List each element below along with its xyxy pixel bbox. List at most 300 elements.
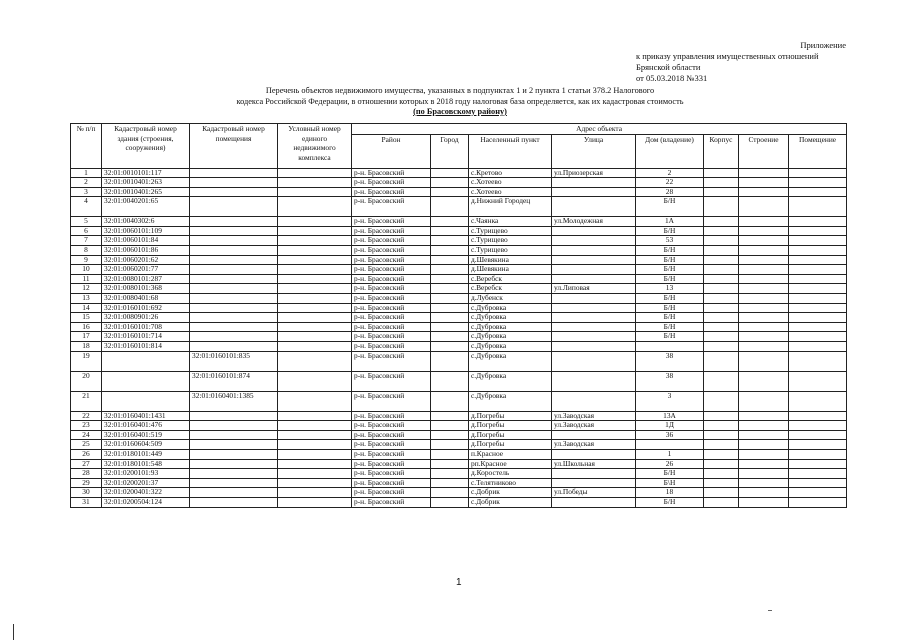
cell-house: 38 xyxy=(636,371,704,391)
cell-city xyxy=(431,497,469,507)
cell-cond-number xyxy=(278,371,352,391)
appendix-block xyxy=(636,40,846,84)
cell-cad-building xyxy=(102,391,190,411)
cell-cond-number xyxy=(278,421,352,431)
cell-locality: с.Добрик xyxy=(469,497,552,507)
cell-locality: д.Лубенск xyxy=(469,294,552,304)
cell-district: р-н. Брасовский xyxy=(352,411,431,421)
cell-locality: с.Дубровка xyxy=(469,342,552,352)
col-header-street: Улица xyxy=(552,134,636,168)
page-number: 1 xyxy=(456,577,462,588)
cell-cad-building xyxy=(102,371,190,391)
cell-building xyxy=(739,371,789,391)
cell-district: р-н. Брасовский xyxy=(352,236,431,246)
cell-block xyxy=(704,322,739,332)
cell-block xyxy=(704,469,739,479)
cell-building xyxy=(739,294,789,304)
cell-street xyxy=(552,246,636,256)
cell-district: р-н. Брасовский xyxy=(352,303,431,313)
cell-room xyxy=(789,421,847,431)
cell-num: 31 xyxy=(71,497,102,507)
cell-num: 30 xyxy=(71,488,102,498)
cell-cad-building: 32:01:0080101:287 xyxy=(102,274,190,284)
cell-cad-building: 32:01:0200504:124 xyxy=(102,497,190,507)
cell-building xyxy=(739,459,789,469)
col-header-house: Дом (владение) xyxy=(636,134,704,168)
col-header-cad-room: Кадастровый номер помещения xyxy=(190,124,278,169)
cell-room xyxy=(789,226,847,236)
table-row xyxy=(71,322,847,332)
cell-district: р-н. Брасовский xyxy=(352,168,431,178)
table-row xyxy=(71,255,847,265)
table-row xyxy=(71,459,847,469)
cell-cad-building: 32:01:0080401:68 xyxy=(102,294,190,304)
cell-num: 11 xyxy=(71,274,102,284)
cell-cad-building: 32:01:0180101:548 xyxy=(102,459,190,469)
cell-cad-room xyxy=(190,265,278,275)
cell-room xyxy=(789,265,847,275)
table-row xyxy=(71,449,847,459)
cell-house: Б/Н xyxy=(636,313,704,323)
cell-building xyxy=(739,217,789,227)
table-row xyxy=(71,391,847,411)
cell-building xyxy=(739,303,789,313)
table-row xyxy=(71,284,847,294)
cell-locality: с.Добрик xyxy=(469,488,552,498)
cell-cond-number xyxy=(278,284,352,294)
cell-building xyxy=(739,440,789,450)
cell-block xyxy=(704,303,739,313)
cell-room xyxy=(789,332,847,342)
cell-cad-room xyxy=(190,226,278,236)
cell-locality: д.Шевякина xyxy=(469,265,552,275)
cell-building xyxy=(739,313,789,323)
cell-cond-number xyxy=(278,459,352,469)
col-header-district: Район xyxy=(352,134,431,168)
cell-cond-number xyxy=(278,469,352,479)
table-row xyxy=(71,421,847,431)
table-row xyxy=(71,351,847,371)
cell-cond-number xyxy=(278,497,352,507)
cell-room xyxy=(789,478,847,488)
cell-cad-room xyxy=(190,274,278,284)
table-row xyxy=(71,226,847,236)
cell-district: р-н. Брасовский xyxy=(352,178,431,188)
cell-locality: д.Шевякина xyxy=(469,255,552,265)
cell-house: 53 xyxy=(636,236,704,246)
appendix-title: Приложение xyxy=(800,40,846,50)
cell-street: ул.Заводская xyxy=(552,421,636,431)
cell-locality: с.Дубровка xyxy=(469,351,552,371)
cell-block xyxy=(704,342,739,352)
cell-district: р-н. Брасовский xyxy=(352,217,431,227)
cell-building xyxy=(739,226,789,236)
cell-house: Б/Н xyxy=(636,255,704,265)
cell-room xyxy=(789,469,847,479)
cell-city xyxy=(431,255,469,265)
cell-cad-building: 32:01:0160401:476 xyxy=(102,421,190,431)
cell-cad-building: 32:01:0160101:692 xyxy=(102,303,190,313)
cell-num: 8 xyxy=(71,246,102,256)
cell-num: 4 xyxy=(71,197,102,217)
cell-street xyxy=(552,322,636,332)
cell-cad-room xyxy=(190,440,278,450)
cell-cond-number xyxy=(278,226,352,236)
table-row xyxy=(71,313,847,323)
table-body xyxy=(71,168,847,507)
cell-street xyxy=(552,313,636,323)
cell-district: р-н. Брасовский xyxy=(352,332,431,342)
cell-building xyxy=(739,342,789,352)
cell-city xyxy=(431,351,469,371)
cell-building xyxy=(739,391,789,411)
cell-num: 20 xyxy=(71,371,102,391)
cell-num: 26 xyxy=(71,449,102,459)
cell-cad-building: 32:01:0060201:77 xyxy=(102,265,190,275)
col-header-building: Строение xyxy=(739,134,789,168)
cell-cond-number xyxy=(278,246,352,256)
cell-block xyxy=(704,226,739,236)
cell-house: Б/Н xyxy=(636,322,704,332)
cell-cond-number xyxy=(278,255,352,265)
cell-num: 24 xyxy=(71,430,102,440)
cell-house: 36 xyxy=(636,430,704,440)
cell-street xyxy=(552,197,636,217)
cell-num: 6 xyxy=(71,226,102,236)
cell-house: 18 xyxy=(636,488,704,498)
cell-house: 13 xyxy=(636,284,704,294)
cell-room xyxy=(789,187,847,197)
cell-street xyxy=(552,226,636,236)
cell-num: 12 xyxy=(71,284,102,294)
cell-room xyxy=(789,391,847,411)
cell-room xyxy=(789,168,847,178)
cell-cond-number xyxy=(278,430,352,440)
cell-cad-room xyxy=(190,449,278,459)
cell-cad-building: 32:01:0040201:65 xyxy=(102,197,190,217)
cell-building xyxy=(739,187,789,197)
cell-locality: с.Дубровка xyxy=(469,322,552,332)
cell-room xyxy=(789,459,847,469)
cell-cond-number xyxy=(278,168,352,178)
cell-cad-building: 32:01:0080901:26 xyxy=(102,313,190,323)
cell-cond-number xyxy=(278,303,352,313)
cell-block xyxy=(704,430,739,440)
table-row xyxy=(71,197,847,217)
cell-locality: д.Коростель xyxy=(469,469,552,479)
cell-cad-building: 32:01:0160101:714 xyxy=(102,332,190,342)
cell-cad-room xyxy=(190,478,278,488)
cell-city xyxy=(431,488,469,498)
table-row xyxy=(71,488,847,498)
cell-cad-building: 32:01:0200101:93 xyxy=(102,469,190,479)
cell-cad-room xyxy=(190,459,278,469)
cell-block xyxy=(704,217,739,227)
cell-cad-room xyxy=(190,313,278,323)
cell-block xyxy=(704,391,739,411)
cell-room xyxy=(789,197,847,217)
cell-street: ул.Победы xyxy=(552,488,636,498)
cell-num: 25 xyxy=(71,440,102,450)
cell-room xyxy=(789,303,847,313)
cell-house: 13А xyxy=(636,411,704,421)
table-row xyxy=(71,497,847,507)
cell-building xyxy=(739,478,789,488)
cell-district: р-н. Брасовский xyxy=(352,459,431,469)
cell-locality: д.Погребы xyxy=(469,411,552,421)
cell-cad-building xyxy=(102,351,190,371)
cell-room xyxy=(789,294,847,304)
cell-house: 22 xyxy=(636,178,704,188)
cell-num: 15 xyxy=(71,313,102,323)
cell-city xyxy=(431,246,469,256)
cell-cond-number xyxy=(278,351,352,371)
cell-street xyxy=(552,294,636,304)
cell-cond-number xyxy=(278,478,352,488)
cell-house: Б/Н xyxy=(636,294,704,304)
table-row xyxy=(71,430,847,440)
cell-house: Б/Н xyxy=(636,469,704,479)
cell-cad-room xyxy=(190,246,278,256)
cell-num: 17 xyxy=(71,332,102,342)
cell-room xyxy=(789,255,847,265)
cell-building xyxy=(739,236,789,246)
cell-cad-room xyxy=(190,294,278,304)
table-row xyxy=(71,187,847,197)
cell-city xyxy=(431,178,469,188)
cell-cad-building: 32:01:0060101:86 xyxy=(102,246,190,256)
cell-street: ул.Заводская xyxy=(552,440,636,450)
cell-cond-number xyxy=(278,197,352,217)
cell-cond-number xyxy=(278,265,352,275)
cell-cad-room xyxy=(190,488,278,498)
cell-city xyxy=(431,440,469,450)
cell-block xyxy=(704,497,739,507)
cell-cad-building: 32:01:0200401:322 xyxy=(102,488,190,498)
cell-cad-building: 32:01:0010101:117 xyxy=(102,168,190,178)
cell-district: р-н. Брасовский xyxy=(352,478,431,488)
cell-cond-number xyxy=(278,187,352,197)
cell-house: 1 xyxy=(636,449,704,459)
cell-cond-number xyxy=(278,313,352,323)
table-row xyxy=(71,478,847,488)
cell-street xyxy=(552,342,636,352)
cell-num: 1 xyxy=(71,168,102,178)
cell-building xyxy=(739,469,789,479)
cell-room xyxy=(789,313,847,323)
cell-city xyxy=(431,265,469,275)
cell-street xyxy=(552,469,636,479)
cell-house: Б/Н xyxy=(636,265,704,275)
cell-house: Б/Н xyxy=(636,226,704,236)
cell-building xyxy=(739,168,789,178)
scan-dot-mark xyxy=(768,610,772,611)
cell-street xyxy=(552,371,636,391)
cell-street xyxy=(552,178,636,188)
cell-building xyxy=(739,421,789,431)
cell-room xyxy=(789,449,847,459)
cell-street xyxy=(552,236,636,246)
cell-cad-room xyxy=(190,187,278,197)
cell-district: р-н. Брасовский xyxy=(352,274,431,284)
cell-cad-room xyxy=(190,332,278,342)
cell-district: р-н. Брасовский xyxy=(352,187,431,197)
cell-city xyxy=(431,459,469,469)
table-row xyxy=(71,342,847,352)
cell-city xyxy=(431,294,469,304)
cell-cad-building: 32:01:0060101:109 xyxy=(102,226,190,236)
cell-cad-room xyxy=(190,430,278,440)
cell-house: 38 xyxy=(636,351,704,371)
cell-cad-room xyxy=(190,469,278,479)
cell-district: р-н. Брасовский xyxy=(352,265,431,275)
property-table xyxy=(70,123,847,508)
cell-locality: д.Погребы xyxy=(469,440,552,450)
cell-room xyxy=(789,284,847,294)
cell-district: р-н. Брасовский xyxy=(352,342,431,352)
col-header-num: № п/п xyxy=(71,124,102,169)
cell-house xyxy=(636,342,704,352)
cell-house: Б/Н xyxy=(636,246,704,256)
cell-block xyxy=(704,332,739,342)
cell-room xyxy=(789,342,847,352)
cell-block xyxy=(704,488,739,498)
cell-cad-room xyxy=(190,322,278,332)
cell-locality: с.Дубровка xyxy=(469,391,552,411)
cell-locality: с.Турищево xyxy=(469,246,552,256)
cell-num: 7 xyxy=(71,236,102,246)
cell-locality: п.Красное xyxy=(469,449,552,459)
cell-block xyxy=(704,236,739,246)
cell-locality: с.Дубровка xyxy=(469,332,552,342)
cell-cond-number xyxy=(278,411,352,421)
cell-building xyxy=(739,488,789,498)
cell-street xyxy=(552,332,636,342)
cell-city xyxy=(431,449,469,459)
cell-num: 21 xyxy=(71,391,102,411)
cell-street xyxy=(552,303,636,313)
cell-locality: с.Турищево xyxy=(469,236,552,246)
cell-district: р-н. Брасовский xyxy=(352,440,431,450)
table-row xyxy=(71,246,847,256)
cell-cond-number xyxy=(278,391,352,411)
cell-block xyxy=(704,440,739,450)
cell-city xyxy=(431,342,469,352)
table-row xyxy=(71,411,847,421)
table-row xyxy=(71,217,847,227)
cell-locality: с.Хотеево xyxy=(469,187,552,197)
table-row xyxy=(71,294,847,304)
cell-cad-building: 32:01:0060201:62 xyxy=(102,255,190,265)
cell-room xyxy=(789,246,847,256)
cell-room xyxy=(789,322,847,332)
cell-cond-number xyxy=(278,488,352,498)
cell-building xyxy=(739,449,789,459)
cell-house: Б/Н xyxy=(636,197,704,217)
cell-num: 28 xyxy=(71,469,102,479)
cell-district: р-н. Брасовский xyxy=(352,469,431,479)
cell-block xyxy=(704,197,739,217)
cell-building xyxy=(739,332,789,342)
cell-cond-number xyxy=(278,449,352,459)
cell-room xyxy=(789,488,847,498)
cell-locality: с.Веребск xyxy=(469,284,552,294)
cell-city xyxy=(431,371,469,391)
cell-district: р-н. Брасовский xyxy=(352,246,431,256)
cell-cad-building: 32:01:0080101:368 xyxy=(102,284,190,294)
cell-num: 3 xyxy=(71,187,102,197)
cell-locality: с.Дубровка xyxy=(469,371,552,391)
cell-city xyxy=(431,284,469,294)
cell-city xyxy=(431,217,469,227)
cell-num: 5 xyxy=(71,217,102,227)
cell-cad-room xyxy=(190,255,278,265)
table-row xyxy=(71,178,847,188)
cell-cad-building: 32:01:0160101:814 xyxy=(102,342,190,352)
cell-building xyxy=(739,255,789,265)
cell-cond-number xyxy=(278,294,352,304)
cell-building xyxy=(739,246,789,256)
cell-room xyxy=(789,274,847,284)
col-header-block: Корпус xyxy=(704,134,739,168)
table-row xyxy=(71,274,847,284)
cell-street xyxy=(552,187,636,197)
cell-cad-building: 32:01:0040302:6 xyxy=(102,217,190,227)
cell-num: 13 xyxy=(71,294,102,304)
cell-city xyxy=(431,197,469,217)
cell-city xyxy=(431,469,469,479)
cell-locality: рп.Красное xyxy=(469,459,552,469)
cell-house: 3 xyxy=(636,391,704,411)
cell-cad-building: 32:01:0060101:84 xyxy=(102,236,190,246)
cell-cad-room xyxy=(190,497,278,507)
table-row xyxy=(71,371,847,391)
cell-city xyxy=(431,332,469,342)
cell-block xyxy=(704,265,739,275)
cell-house: 2 xyxy=(636,168,704,178)
cell-cad-building: 32:01:0160401:1431 xyxy=(102,411,190,421)
cell-district: р-н. Брасовский xyxy=(352,449,431,459)
cell-block xyxy=(704,168,739,178)
cell-street: ул.Липовая xyxy=(552,284,636,294)
cell-cond-number xyxy=(278,342,352,352)
cell-city xyxy=(431,168,469,178)
cell-block xyxy=(704,178,739,188)
cell-street xyxy=(552,255,636,265)
cell-cad-building: 32:01:0160401:519 xyxy=(102,430,190,440)
table-row xyxy=(71,469,847,479)
cell-cad-room: 32:01:0160101:874 xyxy=(190,371,278,391)
cell-cond-number xyxy=(278,217,352,227)
cell-street xyxy=(552,274,636,284)
cell-num: 22 xyxy=(71,411,102,421)
cell-city xyxy=(431,478,469,488)
col-header-locality: Населенный пункт xyxy=(469,134,552,168)
cell-room xyxy=(789,411,847,421)
cell-city xyxy=(431,274,469,284)
cell-block xyxy=(704,478,739,488)
cell-house: 1А xyxy=(636,217,704,227)
cell-city xyxy=(431,391,469,411)
cell-district: р-н. Брасовский xyxy=(352,488,431,498)
cell-room xyxy=(789,497,847,507)
cell-district: р-н. Брасовский xyxy=(352,421,431,431)
cell-city xyxy=(431,421,469,431)
cell-locality: с.Дубровка xyxy=(469,303,552,313)
cell-locality: с.Дубровка xyxy=(469,313,552,323)
cell-building xyxy=(739,430,789,440)
cell-block xyxy=(704,246,739,256)
